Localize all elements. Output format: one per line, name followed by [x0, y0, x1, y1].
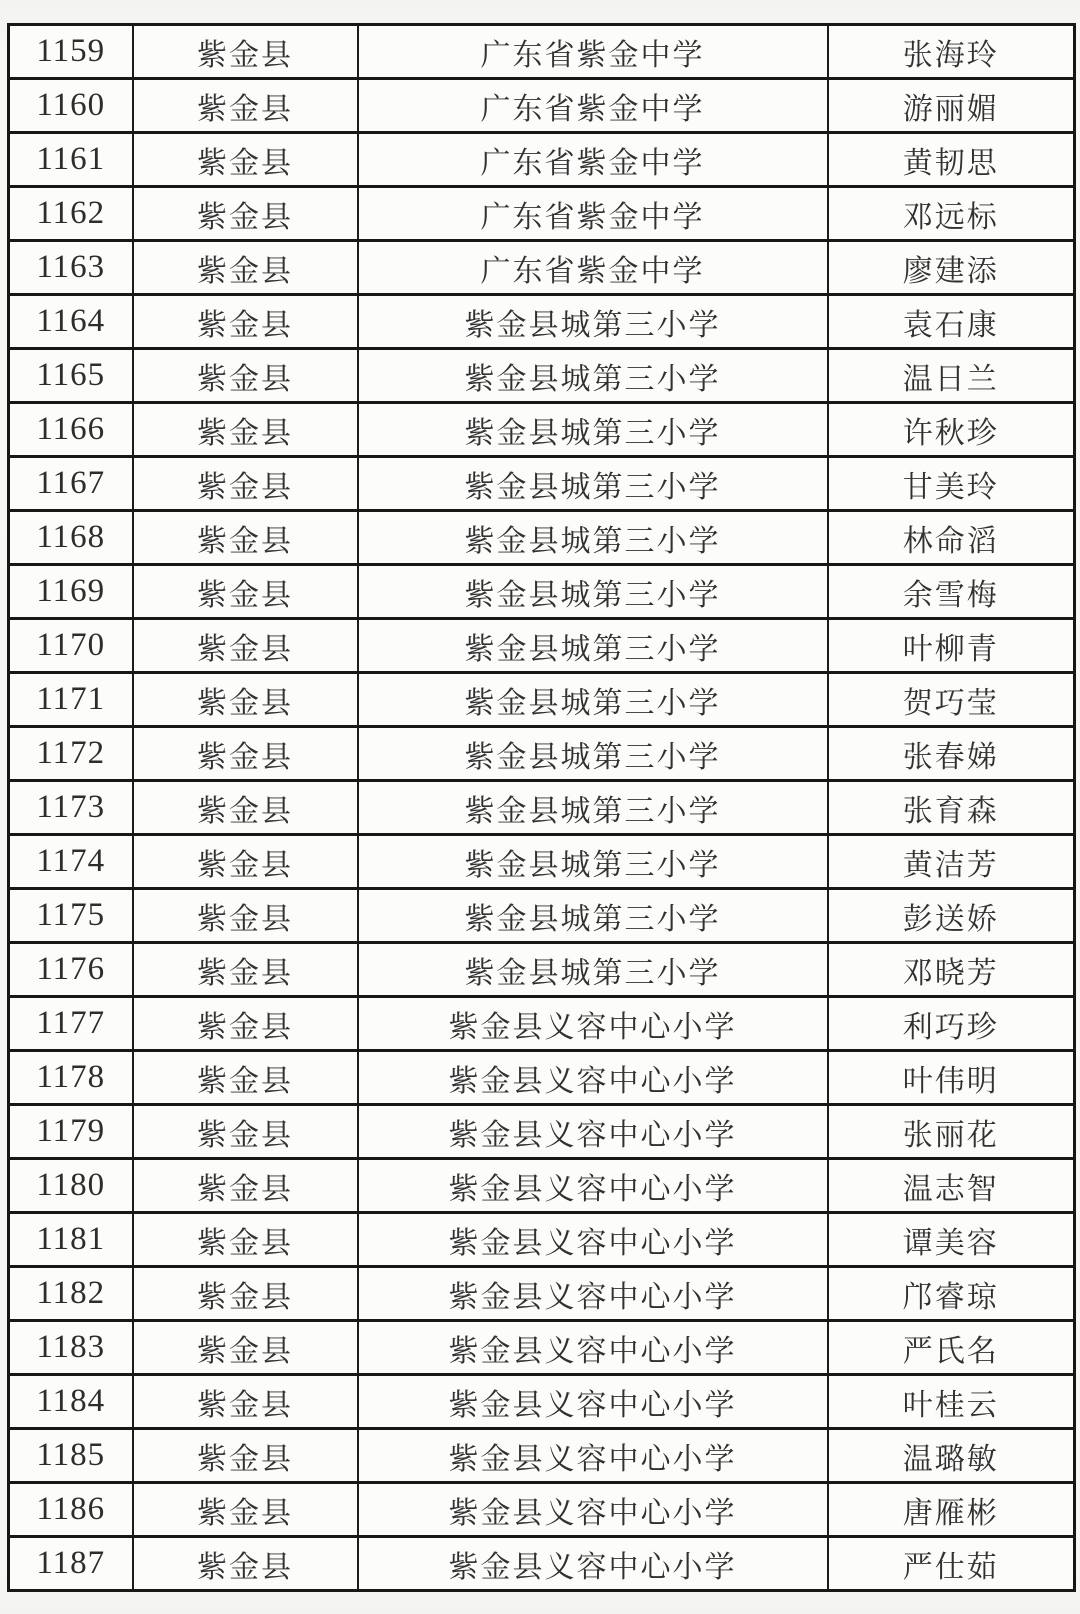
- cell-school: 紫金县城第三小学: [358, 835, 828, 889]
- cell-number: 1173: [9, 781, 133, 835]
- cell-number: 1161: [9, 133, 133, 187]
- cell-name: 林命滔: [828, 511, 1075, 565]
- cell-name: 温璐敏: [828, 1429, 1075, 1483]
- cell-number: 1175: [9, 889, 133, 943]
- cell-county: 紫金县: [133, 1537, 358, 1591]
- cell-county: 紫金县: [133, 511, 358, 565]
- cell-county: 紫金县: [133, 241, 358, 295]
- cell-name: 谭美容: [828, 1213, 1075, 1267]
- cell-name: 张春娣: [828, 727, 1075, 781]
- cell-name: 廖建添: [828, 241, 1075, 295]
- cell-county: 紫金县: [133, 835, 358, 889]
- table-row: [9, 1159, 1075, 1213]
- table-row: [9, 511, 1075, 565]
- cell-name: 利巧珍: [828, 997, 1075, 1051]
- cell-school: 广东省紫金中学: [358, 79, 828, 133]
- cell-number: 1178: [9, 1051, 133, 1105]
- cell-number: 1186: [9, 1483, 133, 1537]
- cell-name: 温志智: [828, 1159, 1075, 1213]
- table-row: [9, 1537, 1075, 1591]
- cell-county: 紫金县: [133, 889, 358, 943]
- cell-number: 1170: [9, 619, 133, 673]
- table-row: [9, 241, 1075, 295]
- cell-county: 紫金县: [133, 1213, 358, 1267]
- cell-name: 贺巧莹: [828, 673, 1075, 727]
- table-row: [9, 565, 1075, 619]
- cell-number: 1159: [9, 25, 133, 79]
- cell-name: 唐雁彬: [828, 1483, 1075, 1537]
- cell-name: 张海玲: [828, 25, 1075, 79]
- cell-name: 张丽花: [828, 1105, 1075, 1159]
- table-row: [9, 889, 1075, 943]
- cell-county: 紫金县: [133, 79, 358, 133]
- cell-name: 许秋珍: [828, 403, 1075, 457]
- cell-name: 彭送娇: [828, 889, 1075, 943]
- table-row: [9, 349, 1075, 403]
- cell-name: 黄韧思: [828, 133, 1075, 187]
- table-row: [9, 997, 1075, 1051]
- table-row: [9, 1105, 1075, 1159]
- cell-name: 严仕茹: [828, 1537, 1075, 1591]
- cell-county: 紫金县: [133, 1051, 358, 1105]
- cell-school: 广东省紫金中学: [358, 133, 828, 187]
- cell-county: 紫金县: [133, 1429, 358, 1483]
- cell-name: 严氏名: [828, 1321, 1075, 1375]
- table-row: [9, 619, 1075, 673]
- cell-school: 紫金县义容中心小学: [358, 1213, 828, 1267]
- cell-number: 1176: [9, 943, 133, 997]
- cell-county: 紫金县: [133, 1267, 358, 1321]
- table-row: [9, 403, 1075, 457]
- cell-school: 紫金县城第三小学: [358, 457, 828, 511]
- cell-school: 广东省紫金中学: [358, 241, 828, 295]
- cell-name: 邓远标: [828, 187, 1075, 241]
- cell-county: 紫金县: [133, 403, 358, 457]
- cell-school: 紫金县义容中心小学: [358, 1051, 828, 1105]
- cell-number: 1171: [9, 673, 133, 727]
- cell-county: 紫金县: [133, 457, 358, 511]
- cell-number: 1182: [9, 1267, 133, 1321]
- cell-name: 甘美玲: [828, 457, 1075, 511]
- cell-number: 1179: [9, 1105, 133, 1159]
- cell-school: 紫金县义容中心小学: [358, 1537, 828, 1591]
- table-row: [9, 187, 1075, 241]
- table-row: [9, 25, 1075, 79]
- cell-number: 1169: [9, 565, 133, 619]
- cell-name: 袁石康: [828, 295, 1075, 349]
- table-row: [9, 295, 1075, 349]
- table-row: [9, 673, 1075, 727]
- cell-school: 紫金县义容中心小学: [358, 1483, 828, 1537]
- cell-county: 紫金县: [133, 1105, 358, 1159]
- roster-table: [7, 23, 1076, 1592]
- cell-county: 紫金县: [133, 943, 358, 997]
- cell-school: 紫金县城第三小学: [358, 943, 828, 997]
- cell-county: 紫金县: [133, 997, 358, 1051]
- cell-school: 紫金县义容中心小学: [358, 1267, 828, 1321]
- cell-county: 紫金县: [133, 1483, 358, 1537]
- table-row: [9, 1213, 1075, 1267]
- table-row: [9, 1321, 1075, 1375]
- cell-county: 紫金县: [133, 25, 358, 79]
- cell-school: 广东省紫金中学: [358, 187, 828, 241]
- cell-name: 温日兰: [828, 349, 1075, 403]
- cell-name: 张育森: [828, 781, 1075, 835]
- cell-school: 紫金县义容中心小学: [358, 1321, 828, 1375]
- cell-county: 紫金县: [133, 781, 358, 835]
- cell-name: 黄洁芳: [828, 835, 1075, 889]
- table-row: [9, 1051, 1075, 1105]
- table-row: [9, 1375, 1075, 1429]
- cell-county: 紫金县: [133, 133, 358, 187]
- cell-county: 紫金县: [133, 349, 358, 403]
- cell-county: 紫金县: [133, 727, 358, 781]
- cell-county: 紫金县: [133, 1375, 358, 1429]
- cell-name: 叶伟明: [828, 1051, 1075, 1105]
- cell-number: 1168: [9, 511, 133, 565]
- cell-school: 紫金县义容中心小学: [358, 1375, 828, 1429]
- cell-number: 1167: [9, 457, 133, 511]
- cell-name: 叶桂云: [828, 1375, 1075, 1429]
- table-row: [9, 457, 1075, 511]
- cell-number: 1174: [9, 835, 133, 889]
- cell-school: 紫金县城第三小学: [358, 727, 828, 781]
- cell-school: 紫金县义容中心小学: [358, 1105, 828, 1159]
- cell-school: 紫金县城第三小学: [358, 565, 828, 619]
- cell-county: 紫金县: [133, 1321, 358, 1375]
- cell-number: 1181: [9, 1213, 133, 1267]
- cell-county: 紫金县: [133, 673, 358, 727]
- cell-school: 紫金县城第三小学: [358, 889, 828, 943]
- cell-name: 余雪梅: [828, 565, 1075, 619]
- cell-name: 邓晓芳: [828, 943, 1075, 997]
- cell-county: 紫金县: [133, 187, 358, 241]
- cell-school: 紫金县城第三小学: [358, 619, 828, 673]
- cell-name: 叶柳青: [828, 619, 1075, 673]
- cell-number: 1183: [9, 1321, 133, 1375]
- table-row: [9, 133, 1075, 187]
- cell-number: 1180: [9, 1159, 133, 1213]
- cell-number: 1165: [9, 349, 133, 403]
- cell-school: 广东省紫金中学: [358, 25, 828, 79]
- cell-school: 紫金县城第三小学: [358, 781, 828, 835]
- cell-school: 紫金县义容中心小学: [358, 1429, 828, 1483]
- cell-school: 紫金县城第三小学: [358, 673, 828, 727]
- cell-number: 1160: [9, 79, 133, 133]
- cell-number: 1185: [9, 1429, 133, 1483]
- table-row: [9, 1483, 1075, 1537]
- cell-number: 1163: [9, 241, 133, 295]
- roster-table-body: [9, 25, 1075, 1591]
- cell-name: 游丽媚: [828, 79, 1075, 133]
- cell-school: 紫金县城第三小学: [358, 295, 828, 349]
- cell-school: 紫金县城第三小学: [358, 511, 828, 565]
- cell-county: 紫金县: [133, 1159, 358, 1213]
- table-row: [9, 835, 1075, 889]
- table-row: [9, 727, 1075, 781]
- cell-number: 1166: [9, 403, 133, 457]
- cell-number: 1177: [9, 997, 133, 1051]
- table-row: [9, 1429, 1075, 1483]
- table-row: [9, 1267, 1075, 1321]
- cell-school: 紫金县义容中心小学: [358, 1159, 828, 1213]
- table-row: [9, 943, 1075, 997]
- cell-number: 1162: [9, 187, 133, 241]
- table-row: [9, 79, 1075, 133]
- cell-number: 1164: [9, 295, 133, 349]
- table-row: [9, 781, 1075, 835]
- cell-number: 1184: [9, 1375, 133, 1429]
- cell-school: 紫金县义容中心小学: [358, 997, 828, 1051]
- cell-number: 1172: [9, 727, 133, 781]
- cell-county: 紫金县: [133, 565, 358, 619]
- cell-number: 1187: [9, 1537, 133, 1591]
- cell-school: 紫金县城第三小学: [358, 349, 828, 403]
- cell-name: 邝睿琼: [828, 1267, 1075, 1321]
- cell-county: 紫金县: [133, 295, 358, 349]
- cell-county: 紫金县: [133, 619, 358, 673]
- cell-school: 紫金县城第三小学: [358, 403, 828, 457]
